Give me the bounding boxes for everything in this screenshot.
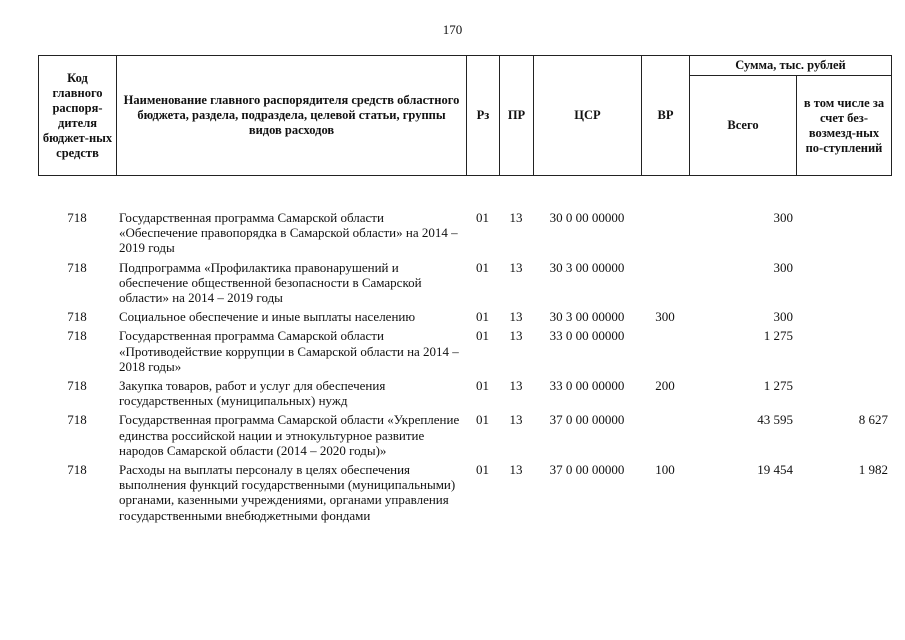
row-pr: 13 [509,462,523,478]
row-rz: 01 [476,462,489,478]
row-rz: 01 [476,309,489,325]
row-name: Расходы на выплаты персоналу в целях обеспечения выполнения функций государственными (муниципальными) органами, казенными учреждениями, органами управления государственными внебюджетными фондами [119,462,456,523]
row-rz: 01 [476,378,489,394]
row-vr [641,328,689,378]
row-code: 718 [67,259,87,275]
row-csr: 30 3 00 00000 [549,259,625,275]
row-total: 1 275 [763,328,793,344]
table-row [38,260,891,310]
row-gratuitous: 1 982 [858,462,888,478]
header-code: Код главного распоря-дителя бюджет-ных средств [39,56,117,176]
row-csr: 37 0 00 00000 [549,462,625,478]
row-name: Государственная программа Самарской области «Обеспечение правопорядка в Самарской области» на 2014 – 2019 годы [119,210,458,256]
row-vr [641,260,689,310]
row-gratuitous [796,210,891,260]
row-gratuitous: 8 627 [858,412,888,428]
row-total: 43 595 [757,412,793,428]
row-gratuitous [796,260,891,310]
row-code: 718 [67,378,87,394]
row-rz: 01 [476,412,489,428]
header-rz: Рз [467,56,500,176]
table-body [38,210,891,527]
row-code: 718 [67,328,87,344]
page-number: 170 [442,22,463,37]
header-csr: ЦСР [534,56,642,176]
table-header [38,55,892,176]
table-row [38,328,891,378]
row-csr: 30 3 00 00000 [549,309,625,325]
row-csr: 33 0 00 00000 [549,328,625,344]
row-pr: 13 [509,328,523,344]
row-name: Закупка товаров, работ и услуг для обеспечения государственных (муниципальных) нужд [119,378,386,409]
row-csr: 30 0 00 00000 [549,210,625,225]
row-gratuitous [796,328,891,378]
table-row [38,412,891,462]
row-total: 19 454 [757,462,793,478]
header-pr: ПР [500,56,534,176]
row-code: 718 [67,210,87,225]
row-total: 300 [773,259,793,275]
row-total: 300 [773,210,793,225]
row-name: Социальное обеспечение и иные выплаты населению [119,309,416,325]
table-row [38,210,891,260]
row-code: 718 [67,462,87,478]
row-vr: 100 [655,462,675,478]
row-code: 718 [67,309,87,325]
row-rz: 01 [476,328,489,344]
row-pr: 13 [509,412,523,428]
row-rz: 01 [476,210,489,225]
row-vr: 200 [655,378,675,394]
table-row [38,309,891,328]
row-pr: 13 [509,259,523,275]
row-total: 1 275 [763,378,793,394]
table-row [38,378,891,412]
row-csr: 33 0 00 00000 [549,378,625,394]
row-gratuitous [796,309,891,328]
table-row [38,462,891,527]
row-rz: 01 [476,259,489,275]
row-vr [641,412,689,462]
row-name: Государственная программа Самарской области «Противодействие коррупции в Самарской области на 2014 – 2018 годы» [119,328,459,374]
row-name: Подпрограмма «Профилактика правонарушений и обеспечение общественной безопасности в Самарской области» на 2014 – 2019 годы [119,259,422,306]
row-csr: 37 0 00 00000 [549,412,625,428]
row-code: 718 [67,412,87,428]
row-pr: 13 [509,210,523,225]
row-pr: 13 [509,309,523,325]
row-pr: 13 [509,378,523,394]
row-gratuitous [796,378,891,412]
row-total: 300 [773,309,793,325]
row-name: Государственная программа Самарской области «Укрепление единства российской нации и этнокультурное развитие народов Самарской области (2014 – 2020 годы)» [119,412,460,458]
header-name: Наименование главного распорядителя средств областного бюджета, раздела, подраздела, целевой статьи, группы видов расходов [117,56,467,176]
row-vr [641,210,689,260]
header-sum-group: Сумма, тыс. рублей [690,56,892,76]
row-vr: 300 [655,309,675,325]
header-gratuitous: в том числе за счет без-возмезд-ных по-ступлений [797,76,892,176]
header-total: Всего [690,76,797,176]
header-vr: ВР [642,56,690,176]
